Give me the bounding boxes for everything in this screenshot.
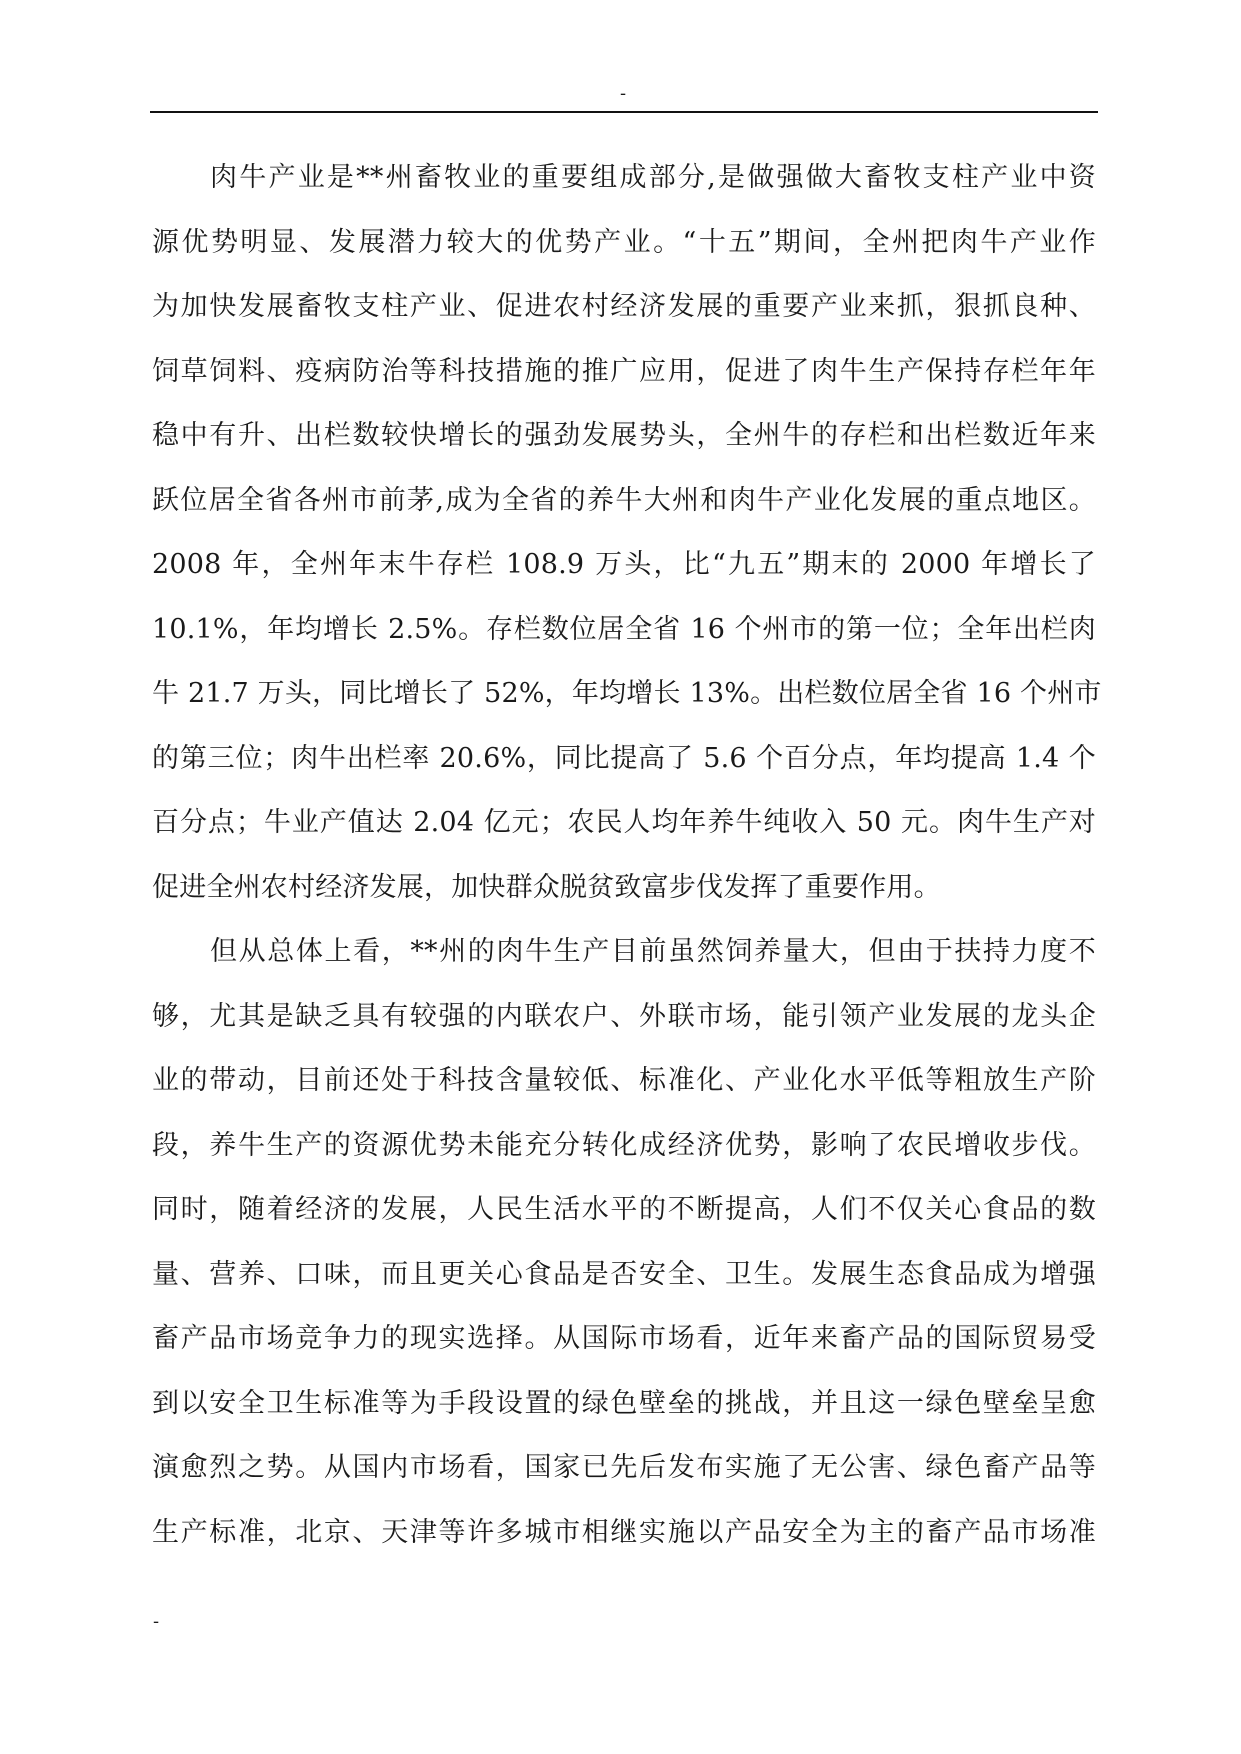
paragraph-2-line: 到以安全卫生标准等为手段设置的绿色壁垒的挑战，并且这一绿色壁垒呈愈 (152, 1387, 1096, 1419)
document-body (152, 158, 1102, 1577)
paragraph-1-line: 促进全州农村经济发展，加快群众脱贫致富步伐发挥了重要作用。 (152, 871, 941, 903)
paragraph-2-line: 同时，随着经济的发展，人民生活水平的不断提高，人们不仅关心食品的数 (152, 1194, 1096, 1225)
paragraph-1-line: 稳中有升、出栏数较快增长的强劲发展势头，全州牛的存栏和出栏数近年来 (152, 420, 1096, 451)
paragraph-2-line: 但从总体上看，**州的肉牛生产目前虽然饲养量大，但由于扶持力度不 (210, 936, 1096, 967)
paragraph-2-line: 生产标准，北京、天津等许多城市相继实施以产品安全为主的畜产品市场准 (152, 1516, 1096, 1548)
paragraph-1-line: 肉牛产业是**州畜牧业的重要组成部分,是做强做大畜牧支柱产业中资 (210, 162, 1096, 193)
paragraph-1-line: 10.1%，年均增长 2.5%。存栏数位居全省 16 个州市的第一位；全年出栏肉 (152, 613, 1096, 645)
paragraph-1-line: 为加快发展畜牧支柱产业、促进农村经济发展的重要产业来抓，狠抓良种、 (152, 291, 1096, 322)
paragraph-2-line: 演愈烈之势。从国内市场看，国家已先后发布实施了无公害、绿色畜产品等 (152, 1452, 1096, 1483)
paragraph-1-line: 跃位居全省各州市前茅,成为全省的养牛大州和肉牛产业化发展的重点地区。 (152, 484, 1096, 516)
paragraph-1-line: 牛 21.7 万头，同比增长了 52%，年均增长 13%。出栏数位居全省 16 个州市 (152, 678, 1102, 709)
header-rule (150, 111, 1098, 113)
paragraph-1-line: 饲草饲料、疫病防治等科技措施的推广应用，促进了肉牛生产保持存栏年年 (152, 355, 1096, 387)
paragraph-2-line: 畜产品市场竞争力的现实选择。从国际市场看，近年来畜产品的国际贸易受 (152, 1323, 1096, 1354)
paragraph-2-line: 段，养牛生产的资源优势未能充分转化成经济优势，影响了农民增收步伐。 (152, 1129, 1096, 1161)
paragraph-1-line: 百分点；牛业产值达 2.04 亿元；农民人均年养牛纯收入 50 元。肉牛生产对 (152, 807, 1096, 838)
paragraph-2-line: 够，尤其是缺乏具有较强的内联农户、外联市场，能引领产业发展的龙头企 (152, 1000, 1096, 1032)
paragraph-1-line: 2008 年，全州年末牛存栏 108.9 万头，比“九五”期末的 2000 年增长了 (152, 549, 1096, 580)
paragraph-1-line: 的第三位；肉牛出栏率 20.6%，同比提高了 5.6 个百分点，年均提高 1.4 个 (152, 742, 1096, 774)
paragraph-2-line: 量、营养、口味，而且更关心食品是否安全、卫生。发展生态食品成为增强 (152, 1258, 1096, 1290)
header-mark: - (620, 83, 627, 104)
footer-mark: - (153, 1611, 160, 1632)
paragraph-1-line: 源优势明显、发展潜力较大的优势产业。“十五”期间，全州把肉牛产业作 (152, 226, 1096, 258)
paragraph-2-line: 业的带动，目前还处于科技含量较低、标准化、产业化水平低等粗放生产阶 (152, 1065, 1096, 1096)
